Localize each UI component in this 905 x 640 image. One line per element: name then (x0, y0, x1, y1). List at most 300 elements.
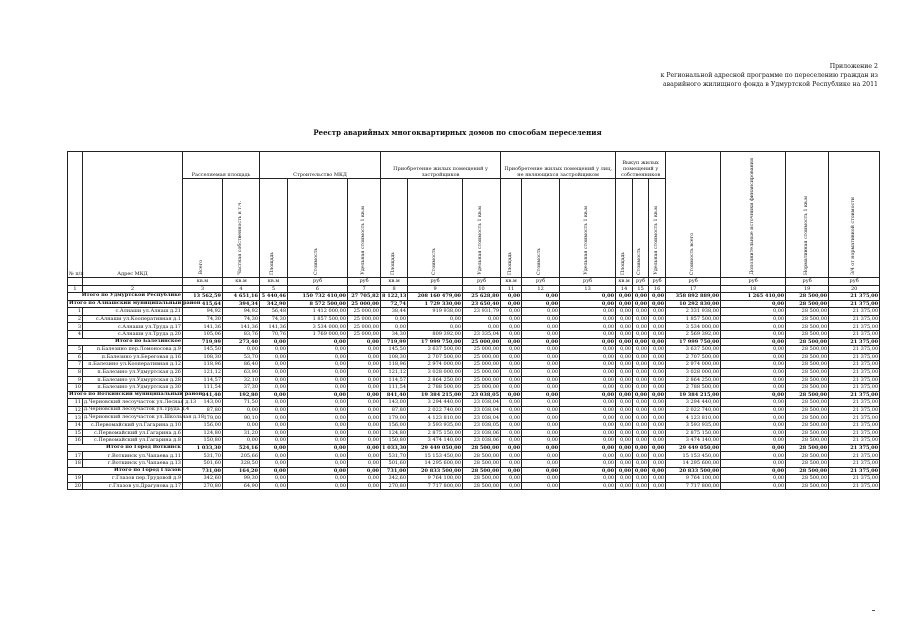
units-cell: руб (522, 278, 560, 286)
column-number-cell: 3 (183, 285, 223, 292)
value-cell: 32,10 (223, 376, 260, 384)
value-cell: 0,00 (616, 452, 633, 460)
value-cell: 150 732 410,00 (288, 292, 348, 300)
units-cell (68, 278, 83, 286)
value-cell: 0,00 (260, 338, 288, 346)
header-group-developer: Приобретение жилых помещений у застройщиков (381, 152, 501, 179)
value-cell: 0,00 (616, 384, 633, 392)
value-cell: 1 769 000,00 (288, 330, 348, 338)
row-number: 11 (68, 399, 83, 407)
value-cell: 0,00 (522, 346, 560, 354)
column-number-cell: 7 (348, 285, 381, 292)
value-cell: 56,48 (260, 308, 288, 316)
row-number: 14 (68, 422, 83, 430)
value-cell: 21 375,00 (829, 338, 880, 346)
table-row (68, 323, 880, 331)
value-cell: 270,80 (183, 482, 223, 490)
value-cell: 145,50 (183, 346, 223, 354)
value-cell: 21 375,00 (829, 399, 880, 407)
value-cell: 3 534 000,00 (288, 323, 348, 331)
row-number: 4 (68, 330, 83, 338)
value-cell: 21 375,00 (829, 467, 880, 475)
value-cell: 0,00 (560, 338, 616, 346)
value-cell: 0,00 (501, 391, 522, 399)
value-cell: 28 500,00 (786, 323, 829, 331)
value-cell: 0,00 (616, 330, 633, 338)
value-cell: 25 000,00 (348, 308, 381, 316)
table-row (68, 315, 880, 323)
value-cell: 94,92 (183, 308, 223, 316)
value-cell: 0,00 (501, 376, 522, 384)
value-cell: 0,00 (616, 338, 633, 346)
value-cell: 5 440,46 (260, 292, 288, 300)
row-number: 1 (68, 308, 83, 316)
value-cell: 25 000,00 (463, 376, 501, 384)
value-cell: 0,00 (560, 361, 616, 369)
value-cell: 0,00 (649, 292, 666, 300)
address-cell: п.Балезино ул.Удмуртская д.26 (83, 368, 183, 376)
value-cell: 0,00 (260, 399, 288, 407)
value-cell: 28 500,00 (786, 391, 829, 399)
value-cell: 0,00 (649, 330, 666, 338)
value-cell: 25 000,00 (348, 330, 381, 338)
value-cell: 141,36 (260, 323, 288, 331)
value-cell: 0,00 (616, 422, 633, 430)
value-cell: 28 500,00 (786, 414, 829, 422)
value-cell: 0,00 (288, 376, 348, 384)
header-col-label: Всего (199, 260, 205, 275)
value-cell: 141,36 (223, 323, 260, 331)
header-col-16 (721, 152, 786, 278)
value-cell: 0,00 (560, 292, 616, 300)
row-number: 12 (68, 406, 83, 414)
value-cell: 70,76 (260, 330, 288, 338)
value-cell: 2 974 000,00 (666, 361, 721, 369)
value-cell: 0,00 (288, 452, 348, 460)
value-cell: 0,00 (260, 467, 288, 475)
value-cell: 21 375,00 (829, 482, 880, 490)
value-cell: 21 375,00 (829, 406, 880, 414)
value-cell: 0,00 (348, 429, 381, 437)
value-cell: 2 707 500,00 (408, 353, 463, 361)
value-cell: 0,00 (560, 452, 616, 460)
value-cell: 192,80 (223, 391, 260, 399)
value-cell: 2 569 392,00 (666, 330, 721, 338)
value-cell: 15 153 450,00 (666, 452, 721, 460)
value-cell: 28 500,00 (786, 437, 829, 445)
value-cell: 0,00 (633, 406, 649, 414)
value-cell: 34,30 (381, 330, 408, 338)
value-cell: 328,50 (223, 460, 260, 468)
appendix-line: аварийного жилищного фонда в Удмуртской Республике на 2011 (663, 81, 878, 88)
units-cell: руб (786, 278, 829, 286)
value-cell: 114,57 (381, 376, 408, 384)
value-cell: 0,00 (501, 384, 522, 392)
value-cell: 501,60 (183, 460, 223, 468)
header-col-3 (260, 179, 288, 278)
value-cell: 179,00 (183, 414, 223, 422)
value-cell: 21 375,00 (829, 414, 880, 422)
value-cell: 342,60 (183, 475, 223, 483)
value-cell: 358 892 889,00 (666, 292, 721, 300)
value-cell: 118,96 (183, 361, 223, 369)
value-cell: 531,70 (183, 452, 223, 460)
value-cell: 0,00 (633, 452, 649, 460)
value-cell: 0,00 (501, 399, 522, 407)
column-number-cell: 19 (786, 285, 829, 292)
value-cell: 9 764 100,00 (666, 475, 721, 483)
value-cell: 0,00 (522, 361, 560, 369)
value-cell: 0,00 (560, 467, 616, 475)
value-cell: 25 628,80 (463, 292, 501, 300)
value-cell: 0,00 (721, 399, 786, 407)
value-cell: 0,00 (560, 406, 616, 414)
value-cell: 0,00 (721, 330, 786, 338)
value-cell: 0,00 (260, 460, 288, 468)
value-cell: 0,00 (288, 391, 348, 399)
row-number: 13 (68, 414, 83, 422)
value-cell: 0,00 (288, 475, 348, 483)
value-cell: 3 474 140,00 (666, 437, 721, 445)
value-cell: 0,00 (721, 300, 786, 308)
value-cell: 28 500,00 (786, 346, 829, 354)
value-cell: 0,00 (223, 346, 260, 354)
value-cell: 0,00 (522, 452, 560, 460)
value-cell: 0,00 (721, 406, 786, 414)
value-cell: 28 500,00 (786, 338, 829, 346)
value-cell: 0,00 (501, 467, 522, 475)
value-cell: 0,00 (560, 330, 616, 338)
value-cell: 0,00 (721, 429, 786, 437)
units-cell: руб (649, 278, 666, 286)
column-number-cell: 16 (649, 285, 666, 292)
value-cell: 25 000,00 (348, 315, 381, 323)
table-row (68, 482, 880, 490)
value-cell: 0,00 (522, 300, 560, 308)
value-cell: 2 331 938,00 (666, 308, 721, 316)
value-cell: 0,00 (501, 300, 522, 308)
value-cell: 0,00 (348, 346, 381, 354)
row-number: 16 (68, 437, 83, 445)
value-cell: 0,00 (288, 384, 348, 392)
value-cell: 0,00 (633, 323, 649, 331)
value-cell: 74,30 (260, 315, 288, 323)
header-col-15 (666, 152, 721, 278)
value-cell: 0,00 (649, 315, 666, 323)
value-cell: 3 294 440,00 (408, 399, 463, 407)
value-cell: 28 500,00 (463, 444, 501, 452)
value-cell: 3 593 935,00 (666, 422, 721, 430)
value-cell: 25 000,00 (463, 368, 501, 376)
value-cell: 524,16 (223, 444, 260, 452)
value-cell: 25 000,00 (463, 338, 501, 346)
value-cell: 28 500,00 (463, 482, 501, 490)
value-cell: 8 122,13 (382, 293, 407, 300)
value-cell: 28 500,00 (786, 429, 829, 437)
units-cell: руб (288, 278, 348, 286)
header-col-label: Удельная стоимость 1 кв.м (360, 206, 366, 275)
value-cell: 0,00 (616, 444, 633, 452)
value-cell: 0,00 (616, 391, 633, 399)
header-group-non-developer: Приобретение жилых помещений у лиц, не являющихся застройщиком (501, 152, 616, 179)
value-cell: 0,00 (260, 368, 288, 376)
column-number-cell: 20 (829, 285, 880, 292)
value-cell: 0,00 (560, 429, 616, 437)
value-cell: 0,00 (649, 406, 666, 414)
row-number: 8 (68, 368, 83, 376)
value-cell: 0,00 (616, 406, 633, 414)
value-cell: 179,00 (381, 414, 408, 422)
value-cell: 105,06 (183, 330, 223, 338)
value-cell: 0,00 (721, 422, 786, 430)
units-cell: кв.м (260, 278, 288, 286)
value-cell: 28 500,00 (786, 368, 829, 376)
units-cell: кв.м (616, 278, 633, 286)
value-cell: 28 500,00 (786, 330, 829, 338)
column-number-cell: 17 (666, 285, 721, 292)
value-cell: 0,00 (560, 460, 616, 468)
value-cell: 731,00 (381, 467, 408, 475)
value-cell: 3 637 500,00 (408, 346, 463, 354)
value-cell: 1 857 500,00 (288, 315, 348, 323)
value-cell: 38,44 (381, 308, 408, 316)
value-cell: 4 123 810,00 (666, 414, 721, 422)
value-cell: 0,00 (522, 482, 560, 490)
value-cell: 0,00 (616, 300, 633, 308)
table-row (68, 353, 880, 361)
value-cell: 0,00 (649, 429, 666, 437)
value-cell: 37,30 (223, 384, 260, 392)
value-cell: 0,00 (288, 437, 348, 445)
value-cell: 0,00 (501, 353, 522, 361)
value-cell: 74,30 (183, 315, 223, 323)
value-cell: 28 500,00 (786, 353, 829, 361)
header-col-label: 3/4 от нормативной стоимости (850, 196, 856, 275)
value-cell: 23 038,04 (463, 399, 501, 407)
column-number-cell: 18 (721, 285, 786, 292)
value-cell: 23 335,04 (463, 330, 501, 338)
value-cell: 3 028 000,00 (666, 368, 721, 376)
value-cell: 0,00 (501, 346, 522, 354)
value-cell: 0,00 (616, 361, 633, 369)
header-group-area: Расселяемая площадь (183, 152, 260, 179)
header-col-1 (183, 179, 223, 278)
value-cell: 29 449 050,00 (408, 444, 463, 452)
value-cell: 0,00 (522, 467, 560, 475)
value-cell: 0,00 (649, 452, 666, 460)
address-cell: с.Первомайский ул.Гагарина д.8 (83, 437, 183, 445)
value-cell: 841,40 (183, 391, 223, 399)
value-cell: 0,00 (633, 422, 649, 430)
column-number-cell: 5 (260, 285, 288, 292)
value-cell: 0,00 (348, 399, 381, 407)
value-cell: 0,00 (501, 292, 522, 300)
value-cell: 0,00 (633, 300, 649, 308)
value-cell: 111,54 (183, 384, 223, 392)
value-cell: 0,00 (348, 338, 381, 346)
header-col-label: Удельная стоимость 1 кв.м (584, 206, 590, 275)
value-cell: 0,00 (616, 475, 633, 483)
units-cell (83, 278, 183, 286)
value-cell: 0,00 (348, 444, 381, 452)
column-number-cell: 1 (68, 285, 83, 292)
value-cell: 0,00 (560, 346, 616, 354)
value-cell: 3 593 935,00 (408, 422, 463, 430)
value-cell: 0,00 (633, 338, 649, 346)
value-cell: 0,00 (649, 346, 666, 354)
value-cell: 0,00 (501, 414, 522, 422)
value-cell: 0,00 (633, 361, 649, 369)
value-cell: 0,00 (348, 384, 381, 392)
header-col-7 (408, 179, 463, 278)
value-cell: 719,99 (183, 338, 223, 346)
value-cell: 1 729 330,00 (408, 300, 463, 308)
value-cell: 0,00 (560, 422, 616, 430)
header-col-11 (560, 179, 616, 278)
value-cell: 7 717 800,00 (666, 482, 721, 490)
value-cell: 0,00 (463, 323, 501, 331)
value-cell: 20 833 500,00 (408, 467, 463, 475)
value-cell: 0,00 (260, 346, 288, 354)
value-cell: 21 375,00 (829, 475, 880, 483)
row-number: 3 (68, 323, 83, 331)
value-cell: 0,00 (522, 376, 560, 384)
value-cell: 28 500,00 (463, 460, 501, 468)
document-title: Реестр аварийных многоквартирных домов по способам переселения (313, 128, 602, 137)
value-cell: 0,00 (522, 437, 560, 445)
value-cell: 0,00 (560, 391, 616, 399)
value-cell: 28 500,00 (786, 292, 829, 300)
value-cell: 0,00 (522, 338, 560, 346)
address-cell: г.Глазов пер.Трудовой д.9 (83, 475, 183, 483)
column-number-cell: 15 (633, 285, 649, 292)
value-cell: 28 500,00 (786, 308, 829, 316)
value-cell: 27 705,82 (348, 292, 381, 300)
value-cell: 0,00 (348, 376, 381, 384)
column-number-cell: 4 (223, 285, 260, 292)
value-cell: 0,00 (649, 437, 666, 445)
value-cell: 0,00 (633, 399, 649, 407)
value-cell: 0,00 (649, 308, 666, 316)
header-col-label: Площадь (620, 251, 626, 275)
address-cell: г.Глазов ул.Драгунова д.17 (83, 482, 183, 490)
value-cell: 919 938,00 (408, 308, 463, 316)
value-cell: 0,00 (649, 482, 666, 490)
value-cell: 0,00 (260, 429, 288, 437)
value-cell: 841,40 (381, 391, 408, 399)
value-cell: 28 500,00 (786, 467, 829, 475)
address-cell: п.Балезино ул.Береговая д.16 (83, 353, 183, 361)
value-cell: 19 384 215,00 (666, 391, 721, 399)
value-cell: 0,00 (633, 330, 649, 338)
address-cell: п.Балезино пер.Ломоносова д.9 (83, 346, 183, 354)
value-cell: 164,20 (223, 467, 260, 475)
table-row (68, 437, 880, 445)
subtotal-row (68, 391, 880, 399)
value-cell: 0,00 (633, 482, 649, 490)
header-col-label: Стоимость (637, 247, 643, 275)
value-cell: 0,00 (288, 467, 348, 475)
value-cell: 0,00 (260, 384, 288, 392)
value-cell: 0,00 (348, 437, 381, 445)
value-cell: 0,00 (721, 346, 786, 354)
value-cell: 0,00 (616, 323, 633, 331)
value-cell: 0,00 (348, 361, 381, 369)
value-cell: 0,00 (616, 429, 633, 437)
units-cell: кв.м (183, 278, 223, 286)
value-cell: 28 500,00 (463, 452, 501, 460)
header-address: Адрес МКД (83, 152, 183, 278)
value-cell: 28 500,00 (786, 406, 829, 414)
value-cell: 0,00 (633, 308, 649, 316)
header-col-8 (463, 179, 501, 278)
value-cell: 10 292 830,00 (666, 300, 721, 308)
value-cell: 0,00 (348, 406, 381, 414)
value-cell: 0,00 (649, 384, 666, 392)
value-cell: 0,00 (721, 384, 786, 392)
value-cell: 0,00 (501, 368, 522, 376)
value-cell: 0,00 (522, 422, 560, 430)
column-number-cell: 12 (522, 285, 560, 292)
value-cell: 0,00 (721, 467, 786, 475)
row-number: 9 (68, 376, 83, 384)
row-number: 15 (68, 429, 83, 437)
subtotal-row (68, 467, 880, 475)
value-cell: 0,00 (408, 315, 463, 323)
address-cell: п.Балезино ул.Кооперативная д.12 (83, 361, 183, 369)
value-cell: 0,00 (288, 368, 348, 376)
header-col-label: Стоимость (537, 247, 543, 275)
value-cell: 0,00 (288, 482, 348, 490)
value-cell: 21 375,00 (829, 437, 880, 445)
value-cell: 0,00 (260, 482, 288, 490)
value-cell: 0,00 (260, 437, 288, 445)
value-cell: 28 500,00 (786, 399, 829, 407)
value-cell: 21 375,00 (829, 452, 880, 460)
units-cell: руб (633, 278, 649, 286)
address-cell: п.Балезино ул.Удмуртская д.30 (83, 384, 183, 392)
value-cell: 0,00 (633, 384, 649, 392)
value-cell: 0,00 (616, 437, 633, 445)
value-cell: 0,00 (649, 338, 666, 346)
units-cell: руб (463, 278, 501, 286)
value-cell: 0,00 (721, 482, 786, 490)
value-cell: 0,00 (260, 422, 288, 430)
value-cell: 23 931,79 (463, 308, 501, 316)
column-number-cell: 14 (616, 285, 633, 292)
value-cell: 21 375,00 (829, 346, 880, 354)
header-col-label: Частная собственность в т.ч. (237, 200, 243, 275)
header-col-14 (649, 179, 666, 278)
value-cell: 21 375,00 (829, 368, 880, 376)
value-cell: 23 038,04 (463, 406, 501, 414)
value-cell: 2 707 500,00 (666, 353, 721, 361)
table-row (68, 406, 880, 414)
value-cell: 0,00 (721, 323, 786, 331)
value-cell: 0,00 (522, 315, 560, 323)
value-cell: 0,00 (649, 353, 666, 361)
value-cell: 0,00 (721, 361, 786, 369)
value-cell: 0,00 (223, 437, 260, 445)
table-row (68, 475, 880, 483)
value-cell: 72,74 (381, 300, 408, 308)
value-cell: 28 500,00 (786, 384, 829, 392)
table-row (68, 414, 880, 422)
value-cell: 0,00 (633, 346, 649, 354)
value-cell: 2 864 250,00 (408, 376, 463, 384)
value-cell: 13 562,59 (183, 292, 223, 300)
appendix-line: Приложение 2 (829, 63, 878, 70)
